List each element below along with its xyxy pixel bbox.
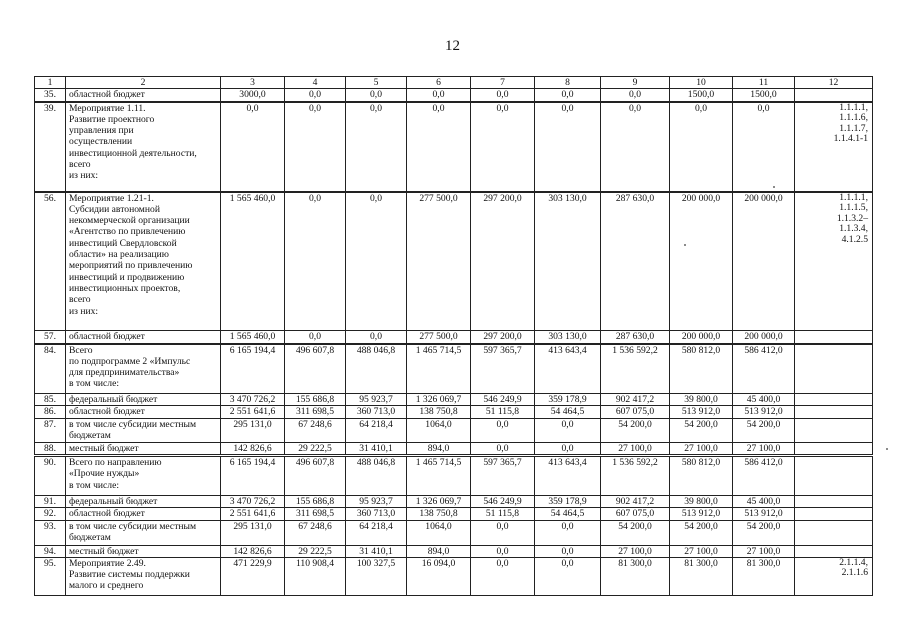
value-cell: 27 100,0 [601,545,670,557]
value-cell: 513 912,0 [733,508,795,520]
row-number: 84. [35,344,66,394]
header-cell: 12 [795,77,873,89]
value-cell: 0,0 [535,520,601,545]
value-cell: 0,0 [535,418,601,442]
value-cell: 1500,0 [733,89,795,102]
value-cell: 295 131,0 [221,520,285,545]
value-cell: 295 131,0 [221,418,285,442]
value-cell: 0,0 [346,331,407,344]
table-row [35,102,873,192]
target-reference [795,520,873,545]
header-row [35,77,873,89]
target-reference [795,545,873,557]
table-row [35,406,873,418]
target-reference [795,442,873,455]
value-cell: 27 100,0 [670,442,733,455]
value-cell: 0,0 [285,192,346,331]
value-cell: 142 826,6 [221,545,285,557]
value-cell: 0,0 [471,545,535,557]
value-cell: 360 713,0 [346,508,407,520]
value-cell: 54 464,5 [535,508,601,520]
value-cell: 311 698,5 [285,406,346,418]
value-cell: 54 200,0 [733,418,795,442]
value-cell: 287 630,0 [601,192,670,331]
row-name: федеральный бюджет [66,495,221,507]
value-cell: 0,0 [346,192,407,331]
value-cell: 39 800,0 [670,495,733,507]
value-cell: 586 412,0 [733,344,795,394]
row-name: Мероприятие 2.49. Развитие системы поддержки малого и среднего [66,557,221,595]
value-cell: 142 826,6 [221,442,285,455]
value-cell: 27 100,0 [733,442,795,455]
value-cell: 54 464,5 [535,406,601,418]
value-cell: 607 075,0 [601,508,670,520]
value-cell: 0,0 [601,102,670,192]
row-name: областной бюджет [66,331,221,344]
table-row [35,331,873,344]
value-cell: 155 686,8 [285,495,346,507]
value-cell: 1 536 592,2 [601,344,670,394]
table-row [35,455,873,495]
value-cell: 513 912,0 [733,406,795,418]
row-name: Мероприятие 1.11. Развитие проектного управления при осуществлении инвестиционной деятельности, всего из них: [66,102,221,192]
value-cell: 413 643,4 [535,344,601,394]
value-cell: 3 470 726,2 [221,394,285,406]
table-row [35,418,873,442]
value-cell: 0,0 [407,89,471,102]
value-cell: 0,0 [285,331,346,344]
value-cell: 0,0 [733,102,795,192]
value-cell: 95 923,7 [346,495,407,507]
row-number: 94. [35,545,66,557]
row-name: в том числе субсидии местным бюджетам [66,418,221,442]
row-number: 90. [35,455,66,495]
value-cell: 81 300,0 [733,557,795,595]
value-cell: 0,0 [471,102,535,192]
value-cell: 6 165 194,4 [221,344,285,394]
value-cell: 1064,0 [407,418,471,442]
row-name: областной бюджет [66,89,221,102]
scan-speck [684,244,686,246]
value-cell: 0,0 [346,102,407,192]
value-cell: 3 470 726,2 [221,495,285,507]
value-cell: 894,0 [407,545,471,557]
value-cell: 902 417,2 [601,394,670,406]
value-cell: 1 326 069,7 [407,495,471,507]
table-row [35,442,873,455]
value-cell: 2 551 641,6 [221,406,285,418]
value-cell: 155 686,8 [285,394,346,406]
value-cell: 546 249,9 [471,394,535,406]
value-cell: 1064,0 [407,520,471,545]
value-cell: 29 222,5 [285,442,346,455]
value-cell: 359 178,9 [535,495,601,507]
value-cell: 413 643,4 [535,455,601,495]
value-cell: 54 200,0 [601,520,670,545]
value-cell: 1 465 714,5 [407,455,471,495]
value-cell: 54 200,0 [601,418,670,442]
header-cell: 4 [285,77,346,89]
value-cell: 31 410,1 [346,545,407,557]
target-reference [795,344,873,394]
value-cell: 200 000,0 [670,192,733,331]
table-row [35,545,873,557]
header-cell: 10 [670,77,733,89]
value-cell: 277 500,0 [407,192,471,331]
value-cell: 360 713,0 [346,406,407,418]
value-cell: 29 222,5 [285,545,346,557]
table-row [35,192,873,331]
value-cell: 359 178,9 [535,394,601,406]
value-cell: 138 750,8 [407,406,471,418]
value-cell: 54 200,0 [670,418,733,442]
row-name: в том числе субсидии местным бюджетам [66,520,221,545]
row-number: 39. [35,102,66,192]
row-name: Всего по направлению «Прочие нужды» в том числе: [66,455,221,495]
header-cell: 8 [535,77,601,89]
value-cell: 546 249,9 [471,495,535,507]
value-cell: 110 908,4 [285,557,346,595]
target-reference [795,406,873,418]
scan-speck [886,448,888,450]
value-cell: 2 551 641,6 [221,508,285,520]
value-cell: 0,0 [471,520,535,545]
table-row [35,508,873,520]
row-number: 56. [35,192,66,331]
value-cell: 513 912,0 [670,508,733,520]
target-reference: 1.1.1.1, 1.1.1.5, 1.1.3.2– 1.1.3.4, 4.1.2.5 [795,192,873,331]
value-cell: 51 115,8 [471,508,535,520]
value-cell: 297 200,0 [471,331,535,344]
header-cell: 9 [601,77,670,89]
value-cell: 67 248,6 [285,418,346,442]
row-number: 87. [35,418,66,442]
header-cell: 1 [35,77,66,89]
target-reference [795,418,873,442]
target-reference: 1.1.1.1, 1.1.1.6, 1.1.1.7, 1.1.4.1-1 [795,102,873,192]
scan-speck [773,186,775,188]
value-cell: 607 075,0 [601,406,670,418]
value-cell: 54 200,0 [733,520,795,545]
value-cell: 27 100,0 [670,545,733,557]
value-cell: 81 300,0 [670,557,733,595]
value-cell: 3000,0 [221,89,285,102]
value-cell: 200 000,0 [670,331,733,344]
value-cell: 297 200,0 [471,192,535,331]
value-cell: 64 218,4 [346,418,407,442]
row-name: местный бюджет [66,442,221,455]
table-row [35,557,873,595]
row-number: 86. [35,406,66,418]
value-cell: 1 536 592,2 [601,455,670,495]
value-cell: 200 000,0 [733,192,795,331]
value-cell: 311 698,5 [285,508,346,520]
value-cell: 138 750,8 [407,508,471,520]
value-cell: 27 100,0 [733,545,795,557]
row-number: 93. [35,520,66,545]
value-cell: 1 565 460,0 [221,331,285,344]
value-cell: 902 417,2 [601,495,670,507]
value-cell: 894,0 [407,442,471,455]
row-name: областной бюджет [66,508,221,520]
value-cell: 54 200,0 [670,520,733,545]
target-reference: 2.1.1.4, 2.1.1.6 [795,557,873,595]
row-name: Мероприятие 1.21-1. Субсидии автономной некоммерческой организации «Агентство по привлечению инвестиций Свердловской области» на реализацию мероприятий по привлечению инвестиций и продвижению инвестиционных проектов, всего из них: [66,192,221,331]
value-cell: 45 400,0 [733,495,795,507]
target-reference [795,331,873,344]
value-cell: 597 365,7 [471,344,535,394]
page-number: 12 [445,38,460,54]
table-row [35,344,873,394]
value-cell: 0,0 [670,102,733,192]
value-cell: 0,0 [471,557,535,595]
value-cell: 471 229,9 [221,557,285,595]
value-cell: 0,0 [285,89,346,102]
value-cell: 0,0 [285,102,346,192]
row-name: федеральный бюджет [66,394,221,406]
target-reference [795,89,873,102]
row-name: областной бюджет [66,406,221,418]
row-number: 57. [35,331,66,344]
value-cell: 496 607,8 [285,455,346,495]
row-number: 92. [35,508,66,520]
target-reference [795,495,873,507]
row-number: 88. [35,442,66,455]
value-cell: 303 130,0 [535,192,601,331]
row-number: 91. [35,495,66,507]
header-cell: 7 [471,77,535,89]
value-cell: 586 412,0 [733,455,795,495]
value-cell: 496 607,8 [285,344,346,394]
value-cell: 287 630,0 [601,331,670,344]
row-number: 35. [35,89,66,102]
value-cell: 277 500,0 [407,331,471,344]
value-cell: 16 094,0 [407,557,471,595]
value-cell: 31 410,1 [346,442,407,455]
value-cell: 1500,0 [670,89,733,102]
row-number: 85. [35,394,66,406]
value-cell: 1 326 069,7 [407,394,471,406]
value-cell: 303 130,0 [535,331,601,344]
value-cell: 0,0 [407,102,471,192]
header-cell: 3 [221,77,285,89]
value-cell: 580 812,0 [670,455,733,495]
row-name: местный бюджет [66,545,221,557]
value-cell: 597 365,7 [471,455,535,495]
target-reference [795,394,873,406]
budget-table [34,76,873,596]
header-cell: 6 [407,77,471,89]
value-cell: 67 248,6 [285,520,346,545]
value-cell: 488 046,8 [346,455,407,495]
value-cell: 1 565 460,0 [221,192,285,331]
value-cell: 27 100,0 [601,442,670,455]
header-cell: 5 [346,77,407,89]
target-reference [795,455,873,495]
value-cell: 0,0 [535,102,601,192]
table-row [35,495,873,507]
value-cell: 0,0 [471,418,535,442]
value-cell: 95 923,7 [346,394,407,406]
row-number: 95. [35,557,66,595]
header-cell: 2 [66,77,221,89]
value-cell: 0,0 [601,89,670,102]
value-cell: 81 300,0 [601,557,670,595]
value-cell: 0,0 [346,89,407,102]
value-cell: 200 000,0 [733,331,795,344]
table-row [35,89,873,102]
value-cell: 51 115,8 [471,406,535,418]
value-cell: 0,0 [535,557,601,595]
value-cell: 0,0 [471,442,535,455]
header-cell: 11 [733,77,795,89]
value-cell: 64 218,4 [346,520,407,545]
table-row [35,394,873,406]
target-reference [795,508,873,520]
value-cell: 0,0 [535,545,601,557]
row-name: Всего по подпрограмме 2 «Импульс для предпринимательства» в том числе: [66,344,221,394]
table-row [35,520,873,545]
value-cell: 1 465 714,5 [407,344,471,394]
value-cell: 100 327,5 [346,557,407,595]
value-cell: 488 046,8 [346,344,407,394]
value-cell: 6 165 194,4 [221,455,285,495]
value-cell: 513 912,0 [670,406,733,418]
value-cell: 580 812,0 [670,344,733,394]
value-cell: 45 400,0 [733,394,795,406]
value-cell: 0,0 [535,89,601,102]
value-cell: 0,0 [471,89,535,102]
value-cell: 0,0 [221,102,285,192]
value-cell: 0,0 [535,442,601,455]
value-cell: 39 800,0 [670,394,733,406]
